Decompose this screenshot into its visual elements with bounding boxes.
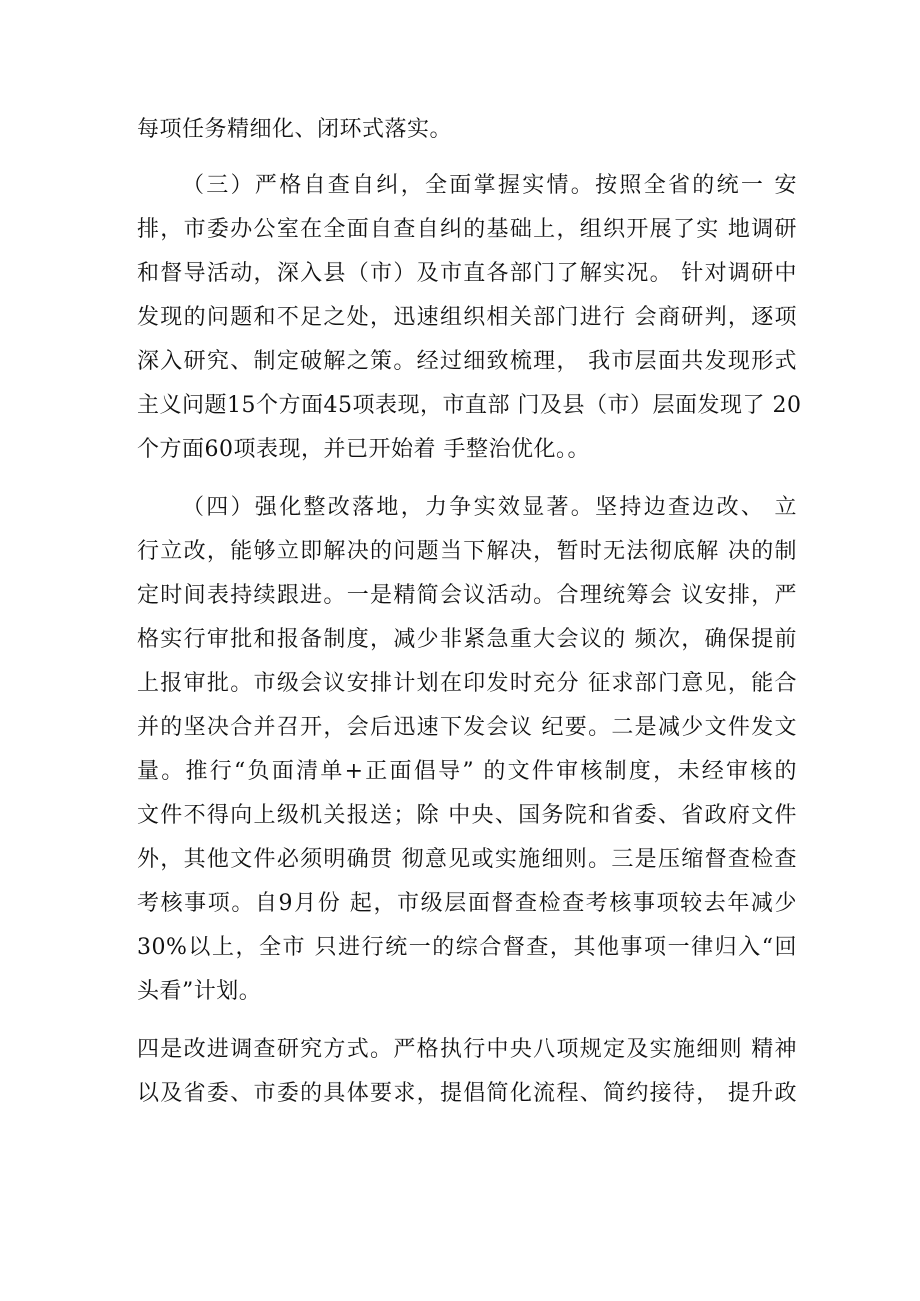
text-line: 并的坚决合并召开，会后迅速下发会议 纪要。二是减少文件发文 <box>137 715 797 740</box>
text-line: 30%以上，全市 只进行统一的综合督查，其他事项一律归入“回 <box>137 935 797 960</box>
text-line: （三）严格自查自纠，全面掌握实情。按照全省的统一 安 <box>182 173 797 198</box>
text-line: 定时间表持续跟进。一是精简会议活动。合理统筹会 议安排，严 <box>137 583 797 608</box>
text-line: 外，其他文件必须明确贯 彻意见或实施细则。三是压缩督查检查 <box>137 847 797 872</box>
text-line: 量。推行“负面清单+正面倡导” 的文件审核制度，未经审核的 <box>137 759 797 784</box>
text-line: 每项任务精细化、闭环式落实。 <box>137 117 453 142</box>
text-line: 文件不得向上级机关报送；除 中央、国务院和省委、省政府文件 <box>137 803 797 828</box>
text-line: 格实行审批和报备制度，减少非紧急重大会议的 频次，确保提前 <box>137 627 797 652</box>
text-line: 四是改进调查研究方式。严格执行中央八项规定及实施细则 精神 <box>137 1037 797 1062</box>
text-line: （四）强化整改落地，力争实效显著。坚持边查边改、 立 <box>182 495 797 520</box>
text-line: 行立改，能够立即解决的问题当下解决，暂时无法彻底解 决的制 <box>137 539 797 564</box>
text-line: 发现的问题和不足之处，迅速组织相关部门进行 会商研判，逐项 <box>137 305 797 330</box>
text-line: 考核事项。自9月份 起，市级层面督查检查考核事项较去年减少 <box>137 891 797 916</box>
text-line: 以及省委、市委的具体要求，提倡简化流程、简约接待， 提升政 <box>137 1081 797 1106</box>
text-line: 个方面60项表现，并已开始着 手整治优化。。 <box>137 437 590 462</box>
text-line: 和督导活动，深入县（市）及市直各部门了解实况。 针对调研中 <box>137 261 797 286</box>
text-line: 头看”计划。 <box>137 979 262 1004</box>
text-line: 排，市委办公室在全面自查自纠的基础上，组织开展了实 地调研 <box>137 217 797 242</box>
text-line: 深入研究、制定破解之策。经过细致梳理， 我市层面共发现形式 <box>137 349 797 374</box>
text-line: 主义问题15个方面45项表现，市直部 门及县（市）层面发现了 20 <box>137 393 802 418</box>
text-line: 上报审批。市级会议安排计划在印发时充分 征求部门意见，能合 <box>137 671 797 696</box>
